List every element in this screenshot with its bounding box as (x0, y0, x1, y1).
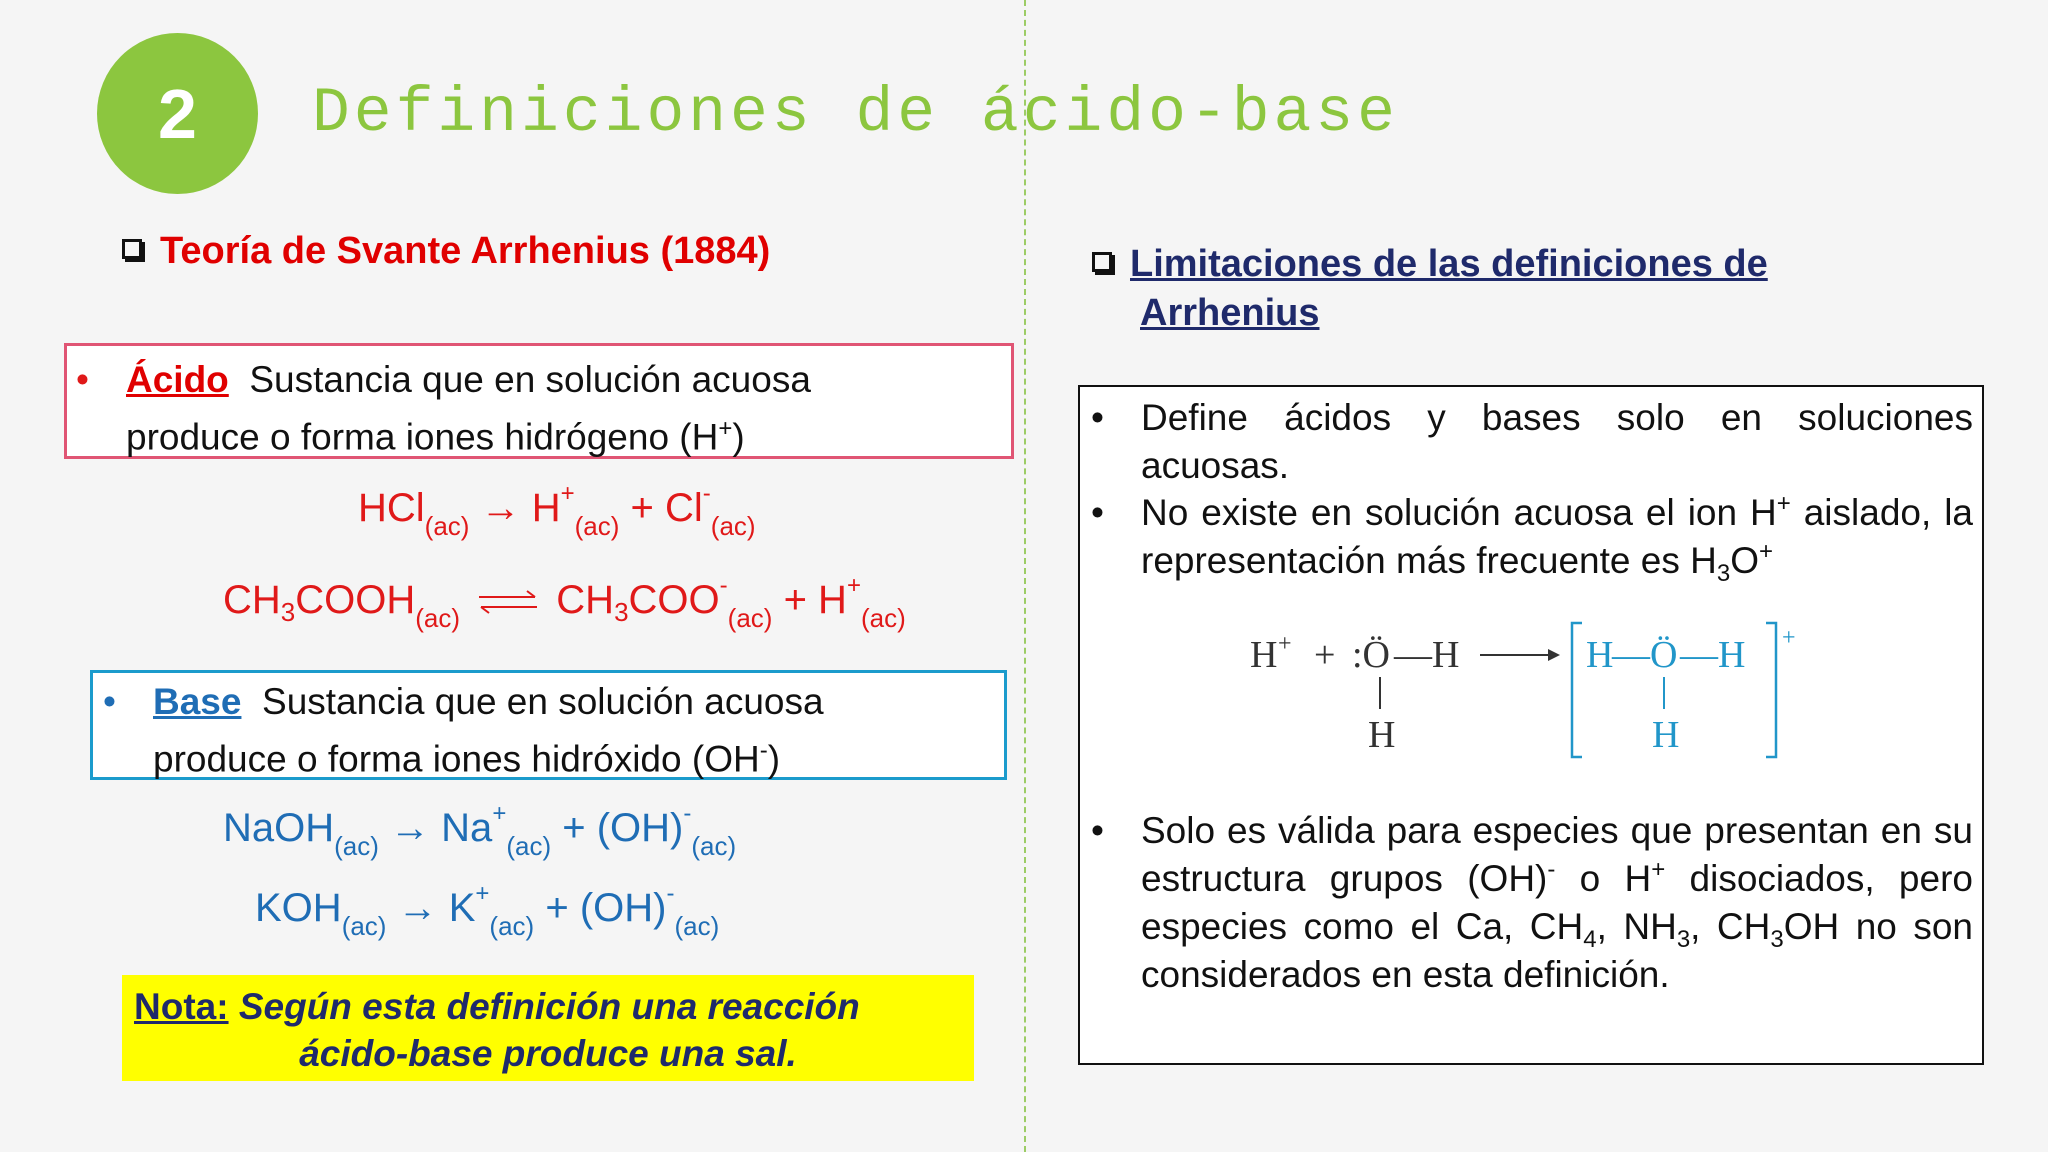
eq-term: CH (556, 578, 615, 622)
base-text-line1: Sustancia que en solución acuosa (262, 681, 824, 722)
eq-sub: (ac) (691, 831, 737, 861)
eq-plus: + (630, 486, 654, 530)
hydronium-charge: + (1782, 625, 1796, 651)
eq-sub: (ac) (415, 603, 461, 633)
equation-hcl (358, 480, 756, 542)
item3-text: , NH (1596, 906, 1677, 947)
eq-sub: (ac) (574, 511, 620, 541)
eq-sub: 3 (614, 597, 629, 627)
hydronium-h-bottom: H (1652, 714, 1680, 756)
eq-term: Na (441, 806, 493, 850)
eq-term: HCl (358, 486, 425, 530)
eq-term: (OH) (579, 886, 667, 930)
eq-term: COO (628, 578, 720, 622)
bullet-icon: • (1091, 397, 1104, 438)
bond: — (1680, 634, 1718, 676)
bond: — (1394, 634, 1432, 676)
eq-sup: + (492, 800, 507, 827)
item3-sup: - (1547, 856, 1556, 883)
base-term: Base (153, 681, 242, 722)
acid-sup: + (718, 415, 733, 442)
item3-text: OH no son considerados en esta definición. (1141, 906, 1974, 995)
reaction-arrow-icon: → (397, 886, 438, 930)
eq-sup: + (846, 572, 861, 599)
eq-term: H (531, 486, 561, 530)
eq-term: (OH) (596, 806, 684, 850)
eq-term: NaOH (223, 806, 335, 850)
eq-sup: - (719, 572, 728, 599)
item3-sub: 4 (1583, 926, 1597, 953)
limitation-item-1 (1091, 394, 1973, 490)
eq-plus: + (562, 806, 586, 850)
eq-sub: (ac) (674, 911, 720, 941)
item3-text: o H (1555, 858, 1652, 899)
eq-term: CH (223, 578, 281, 622)
reaction-arrow-icon: → (390, 806, 431, 850)
item2-sub: 3 (1716, 560, 1731, 587)
item3-text: , CH (1690, 906, 1771, 947)
note-line2: ácido-base produce una sal. (299, 1033, 797, 1074)
note-label: Nota: (134, 986, 229, 1027)
plus-sign: + (1314, 634, 1336, 676)
item2-text: aislado, la representación más frecuente es H (1141, 492, 1974, 581)
item3-sup: + (1651, 856, 1666, 883)
reaction-arrow-icon (1480, 649, 1560, 661)
bullet-icon: • (76, 359, 89, 400)
hydronium-diagram (1240, 615, 1820, 765)
eq-sup: + (475, 880, 490, 907)
eq-term: Cl (665, 486, 703, 530)
limitation-item-2 (1091, 489, 1974, 587)
eq-plus: + (783, 578, 807, 622)
item3-sub: 3 (1676, 926, 1691, 953)
slide-title: Definiciones de ácido-base (312, 78, 1399, 149)
equation-acetic-acid (223, 572, 906, 634)
equilibrium-arrow-icon (475, 587, 541, 617)
eq-sub: (ac) (860, 603, 906, 633)
hydronium-h-left: H (1586, 634, 1614, 676)
eq-sup: - (683, 800, 692, 827)
item3-text: Solo es válida para especies que presentan en su estructura grupos (OH) (1141, 810, 1973, 899)
acid-text-line2: produce o forma iones hidrógeno (H (126, 416, 719, 458)
bond: — (1612, 634, 1650, 676)
limitations-heading (1092, 240, 1852, 338)
hydronium-oxygen: Ö (1650, 634, 1678, 676)
base-sup: - (759, 737, 768, 764)
eq-sup: - (702, 480, 711, 507)
base-definition (103, 677, 993, 783)
eq-term: COOH (295, 578, 416, 622)
eq-plus: + (545, 886, 569, 930)
hydronium-h-right: H (1718, 634, 1746, 676)
water-h-bottom: H (1368, 714, 1396, 756)
eq-term: K (448, 886, 476, 930)
bullet-icon: • (1091, 810, 1104, 851)
limitation-item-3 (1091, 807, 1974, 999)
reaction-arrow-icon: → (480, 486, 521, 530)
eq-sub: (ac) (727, 603, 773, 633)
note-line1: Según esta definición una reacción (238, 986, 860, 1027)
note-box (122, 975, 974, 1081)
eq-sub: (ac) (424, 511, 470, 541)
base-close: ) (767, 738, 781, 780)
eq-sub: (ac) (334, 831, 379, 861)
eq-term: H (818, 578, 847, 622)
eq-sup: - (666, 880, 675, 907)
eq-term: KOH (255, 886, 342, 930)
arrhenius-heading-text: Teoría de Svante Arrhenius (1884) (160, 230, 771, 272)
water-oxygen: :Ö (1352, 634, 1390, 676)
bullet-icon: • (1091, 492, 1104, 533)
slide-number: 2 (158, 74, 197, 153)
item2-text: O (1730, 540, 1759, 581)
item3-text: disociados, pero especies como el Ca, CH (1141, 858, 1973, 947)
eq-sup: + (560, 480, 575, 507)
base-text-line2: produce o forma iones hidróxido (OH (153, 738, 760, 780)
acid-term: Ácido (126, 359, 229, 400)
slide-number-badge (97, 33, 258, 194)
eq-sub: (ac) (489, 911, 535, 941)
item2-sup: + (1776, 490, 1791, 517)
acid-definition (76, 355, 1006, 461)
acid-text-line1: Sustancia que en solución acuosa (249, 359, 811, 400)
limitations-heading-line1: Limitaciones de las definiciones de (1130, 243, 1768, 285)
limitation-item-1-text: Define ácidos y bases solo en soluciones acuosas. (1141, 397, 1973, 486)
equation-naoh (223, 800, 736, 862)
checkbox-bullet-icon (1092, 252, 1112, 272)
eq-sub: (ac) (341, 911, 387, 941)
eq-sub: (ac) (710, 511, 756, 541)
eq-sub: 3 (280, 597, 296, 627)
acid-close: ) (732, 416, 745, 458)
checkbox-bullet-icon (122, 239, 142, 259)
item2-text: No existe en solución acuosa el ion H (1141, 492, 1777, 533)
eq-sub: (ac) (506, 831, 552, 861)
bullet-icon: • (103, 681, 116, 722)
h-ion: H (1250, 634, 1278, 676)
equation-koh (255, 880, 719, 942)
item3-sub: 3 (1770, 926, 1784, 953)
arrhenius-heading (122, 230, 770, 273)
center-divider (1024, 0, 1026, 1152)
item2-sup: + (1759, 538, 1774, 565)
water-h: H (1432, 634, 1460, 676)
h-ion-charge: + (1278, 631, 1292, 657)
limitations-heading-line2: Arrhenius (1140, 292, 1320, 334)
